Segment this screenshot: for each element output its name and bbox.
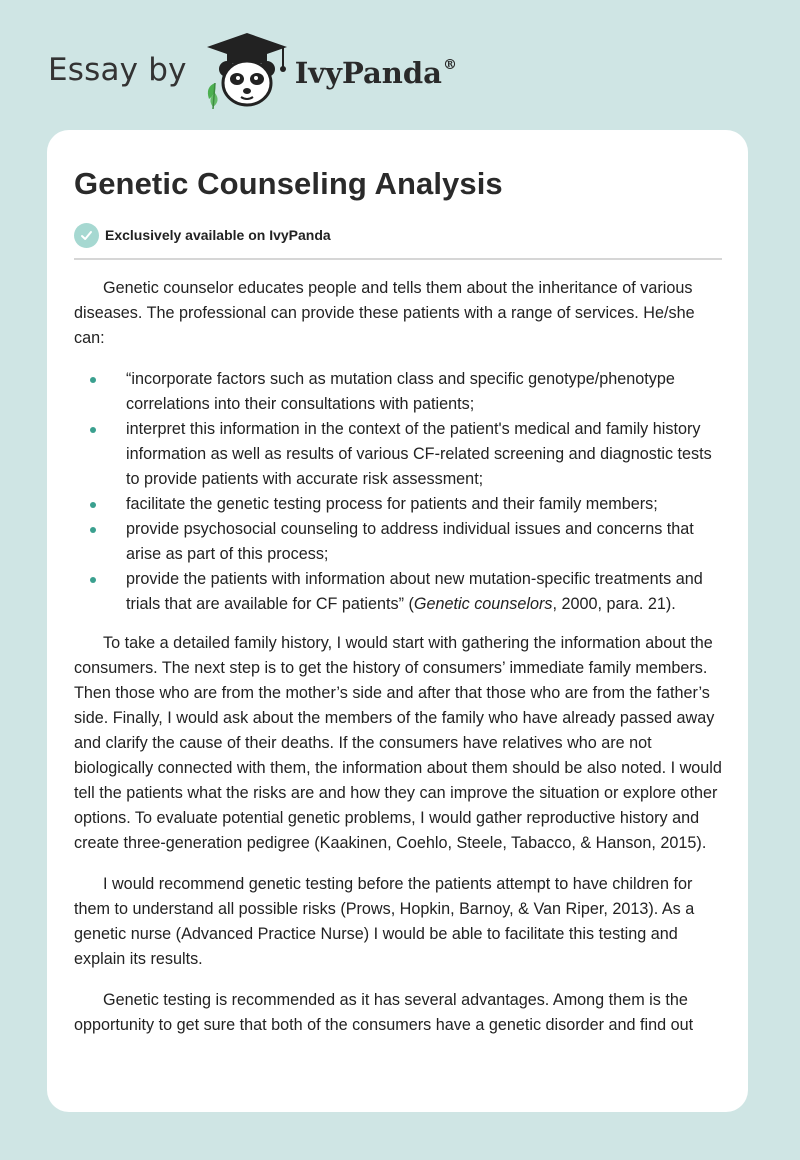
list-item: facilitate the genetic testing process for patients and their family members; (126, 492, 722, 517)
panda-logo-icon (201, 29, 293, 111)
check-circle-icon (74, 223, 99, 248)
page-title: Genetic Counseling Analysis (74, 166, 503, 201)
brand-header[interactable] (48, 30, 457, 110)
citation-detail: , 2000, para. 21). (552, 595, 676, 613)
citation-source: Genetic counselors (413, 595, 553, 613)
intro-paragraph: Genetic counselor educates people and tells them about the inheritance of various diseases. The professional can provide these patients with a range of services. He/she can: (74, 279, 695, 347)
list-item: provide psychosocial counseling to address individual issues and concerns that arise as part of this process; (126, 517, 722, 567)
body-paragraph: I would recommend genetic testing before the patients attempt to have children for them to understand all possible risks (Prows, Hopkin, Barnoy, & Van Riper, 2013). As a genetic nurse (Advanced Practice Nurse) I would be able to facilitate this testing and explain its results. (74, 875, 695, 968)
list-item (126, 567, 722, 617)
brand-prefix: Essay by (48, 52, 187, 88)
list-item-text: provide the patients with information about new mutation-specific treatments and trials that are available for CF patients” ( (126, 570, 703, 613)
body-paragraph: Genetic testing is recommended as it has several advantages. Among them is the opportunity to get sure that both of the consumers have a genetic disorder and find out (74, 991, 694, 1034)
services-list (74, 367, 722, 617)
list-item: interpret this information in the context of the patient's medical and family history information as well as results of various CF-related screening and diagnostic tests to provide patients with accurate risk assessment; (126, 417, 722, 492)
registered-mark: ® (442, 57, 457, 73)
body-paragraph: To take a detailed family history, I would start with gathering the information about the consumers. The next step is to get the history of consumers’ immediate family members. Then those who are from the mother’s side and after that those who are from the father’s side. Finally, I would ask about the members of the family who have already passed away and clarify the cause of their deaths. If the consumers have relatives who are not biologically connected with them, the information about them should be also noted. I would tell the patients what the risks are and how they can improve the situation or explore other options. To evaluate potential genetic problems, I would gather reproductive history and create three-generation pedigree (Kaakinen, Coehlo, Steele, Tabacco, & Hanson, 2015). (74, 634, 722, 852)
brand-name: IvyPanda® (294, 56, 457, 90)
divider (74, 258, 722, 260)
exclusive-badge (74, 222, 722, 248)
exclusive-text: Exclusively available on IvyPanda (105, 227, 331, 243)
essay-card (47, 130, 748, 1112)
list-item: “incorporate factors such as mutation class and specific genotype/phenotype correlations into their consultations with patients; (126, 367, 722, 417)
